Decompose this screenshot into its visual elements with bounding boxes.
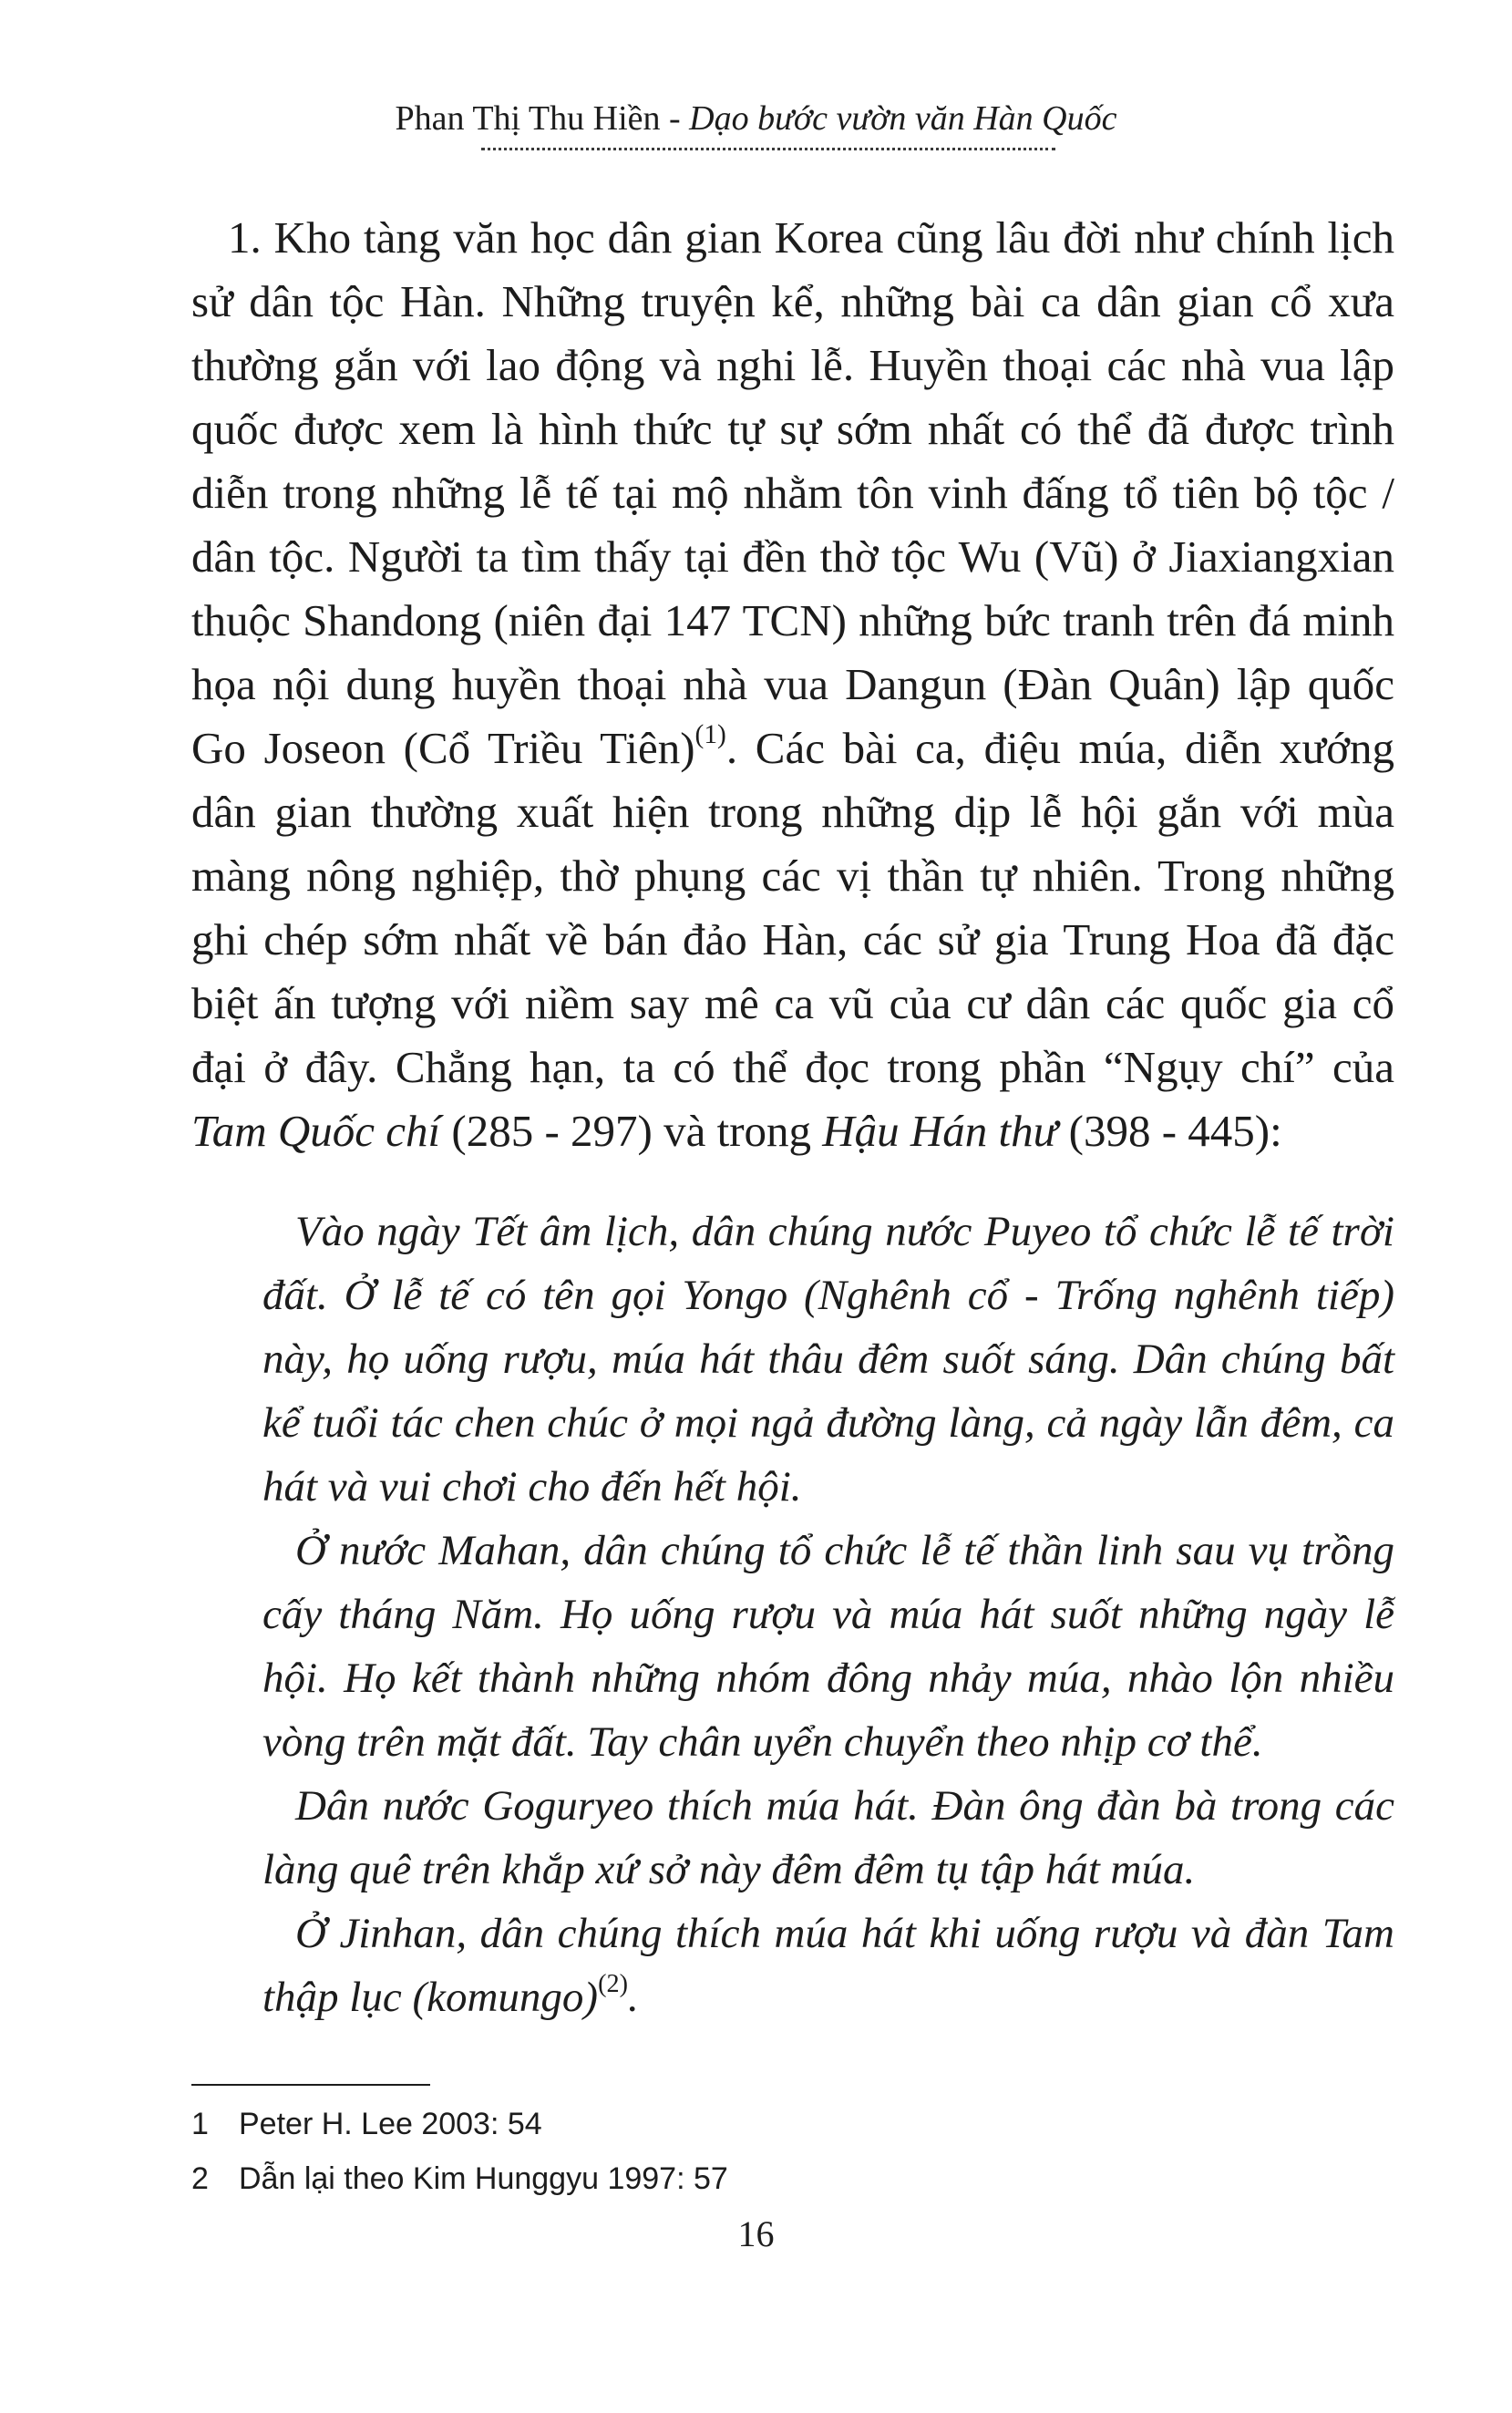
footnote-text: Dẫn lại theo Kim Hunggyu 1997: 57 (239, 2161, 728, 2196)
footnote-divider (191, 2084, 430, 2086)
quote-puyeo (262, 1200, 1394, 1519)
running-header (0, 95, 1512, 142)
footnote-number: 2 (191, 2161, 209, 2196)
quote-goguryeo (262, 1774, 1394, 1902)
quote-text: . (627, 1974, 639, 2021)
quote-text: Vào ngày Tết âm lịch, dân chúng nước Puyeo tổ chức lễ tế trời đất. Ở lễ tế có tên gọi Yongo (Nghênh cổ - Trống nghênh tiếp) này, họ uống rượu, múa hát thâu đêm suốt sáng. Dân chúng bất kể tuổi tác chen chúc ở mọi ngả đường làng, cả ngày lẫn đêm, ca hát và vui chơi cho đến hết hội. (262, 1208, 1394, 1511)
paragraph-text: . Các bài ca, điệu múa, diễn xướng dân gian thường xuất hiện trong những dịp lễ hội gắn với mùa màng nông nghiệp, thờ phụng các vị thần tự nhiên. Trong những ghi chép sớm nhất về bán đảo Hàn, các sử gia Trung Hoa đã đặc biệt ấn tượng với niềm say mê ca vũ của cư dân các quốc gia cổ đại ở đây. Chẳng hạn, ta có thể đọc trong phần “Ngụy chí” của (191, 723, 1394, 1092)
source-title: Hậu Hán thư (822, 1106, 1058, 1156)
footnote-text: Peter H. Lee 2003: 54 (239, 2107, 542, 2141)
quote-text: Ở Jinhan, dân chúng thích múa hát khi uống rượu và đàn Tam thập lục (komungo) (262, 1910, 1394, 2021)
quote-text: Dân nước Goguryeo thích múa hát. Đàn ông đàn bà trong các làng quê trên khắp xứ sở này đêm đêm tụ tập hát múa. (262, 1782, 1394, 1893)
source-title: Tam Quốc chí (191, 1106, 441, 1156)
quote-text: Ở nước Mahan, dân chúng tổ chức lễ tế thần linh sau vụ trồng cấy tháng Năm. Họ uống rượu và múa hát suốt những ngày lễ hội. Họ kết thành những nhóm đông nhảy múa, nhào lộn nhiều vòng trên mặt đất. Tay chân uyển chuyển theo nhịp cơ thể. (262, 1527, 1394, 1766)
footnotes (191, 2097, 1376, 2206)
quote-jinhan (262, 1902, 1394, 2029)
footnote-number: 1 (191, 2107, 209, 2141)
paragraph-text: (285 - 297) và trong (440, 1106, 823, 1156)
footnote-item (191, 2097, 1376, 2151)
page-number: 16 (737, 2213, 775, 2254)
footnote-ref-1: (1) (694, 719, 726, 749)
header-underline (481, 144, 1055, 150)
footnote-item (191, 2151, 1376, 2206)
paragraph-text: (398 - 445): (1057, 1106, 1282, 1156)
main-paragraph (191, 206, 1394, 1163)
paragraph-text: 1. Kho tàng văn học dân gian Korea cũng lâu đời như chính lịch sử dân tộc Hàn. Những truyện kể, những bài ca dân gian cổ xưa thường gắn với lao động và nghi lễ. Huyền thoại các nhà vua lập quốc được xem là hình thức tự sự sớm nhất có thể đã được trình diễn trong những lễ tế tại mộ nhằm tôn vinh đấng tổ tiên bộ tộc / dân tộc. Người ta tìm thấy tại đền thờ tộc Wu (Vũ) ở Jiaxiangxian thuộc Shandong (niên đại 147 TCN) những bức tranh trên đá minh họa nội dung huyền thoại nhà vua Dangun (Đàn Quân) lập quốc Go Joseon (Cổ Triều Tiên) (191, 212, 1394, 773)
quote-mahan (262, 1519, 1394, 1774)
header-book-title: Dạo bước vườn văn Hàn Quốc (689, 99, 1117, 138)
footnote-ref-2: (2) (598, 1969, 628, 1998)
header-author: Phan Thị Thu Hiền - (395, 99, 690, 138)
